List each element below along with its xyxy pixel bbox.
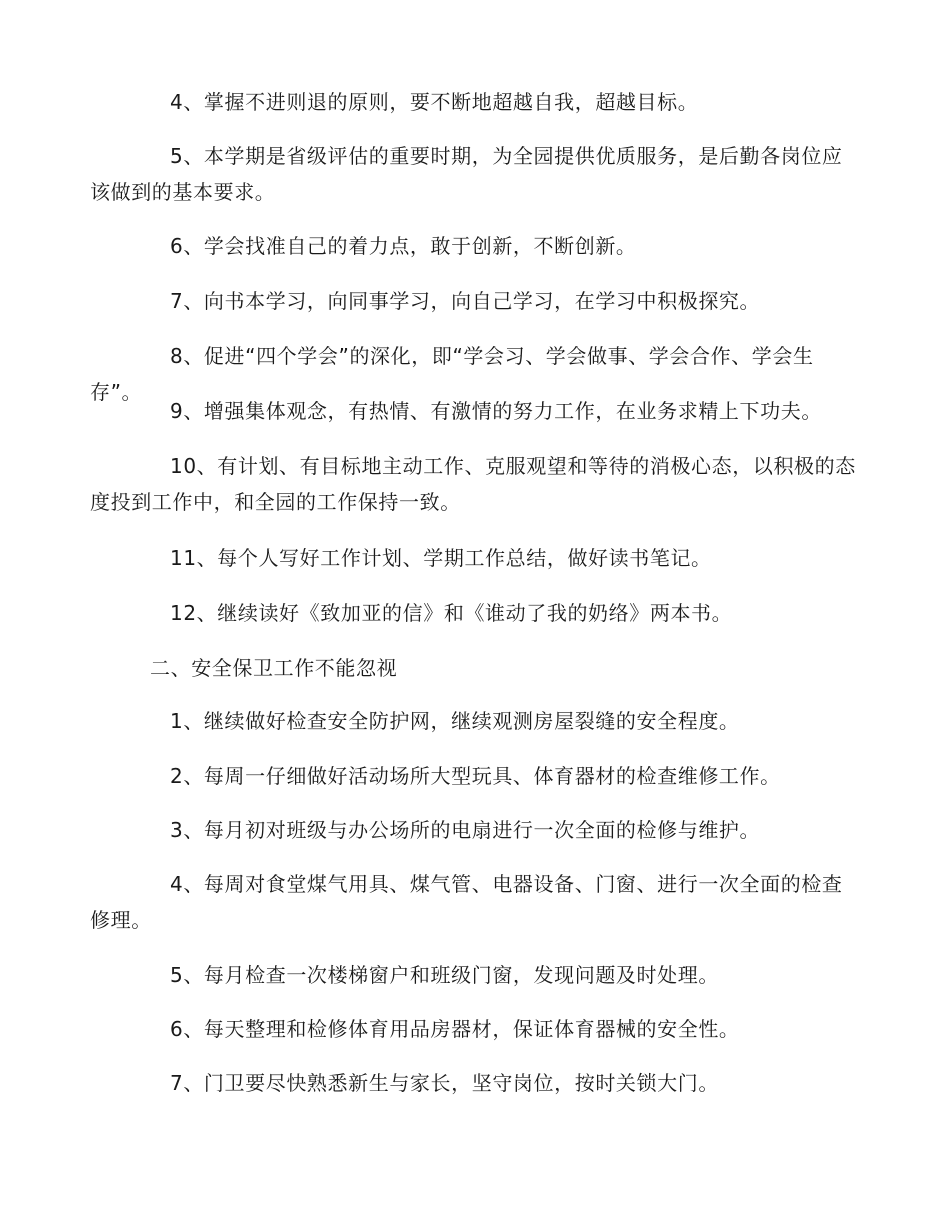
safety-item-3: 3、每月初对班级与办公场所的电扇进行一次全面的检修与维护。 — [170, 818, 761, 842]
paragraph-item-9: 9、增强集体观念，有热情、有激情的努力工作，在业务求精上下功夫。 — [170, 399, 822, 423]
paragraph-item-5: 5、本学期是省级评估的重要时期，为全园提供优质服务，是后勤各岗位应该做到的基本要求。 — [90, 144, 843, 204]
safety-item-1: 1、继续做好检查安全防护网，继续观测房屋裂缝的安全程度。 — [170, 709, 740, 733]
safety-item-2: 2、每周一仔细做好活动场所大型玩具、体育器材的检查维修工作。 — [170, 764, 781, 788]
safety-item-5: 5、每月检查一次楼梯窗户和班级门窗，发现问题及时处理。 — [170, 963, 719, 987]
safety-item-6: 6、每天整理和检修体育用品房器材，保证体育器械的安全性。 — [170, 1017, 740, 1041]
paragraph-item-8: 8、促进“四个学会”的深化，即“学会习、学会做事、学会合作、学会生存”。 — [90, 344, 814, 404]
paragraph-item-4: 4、掌握不进则退的原则，要不断地超越自我，超越目标。 — [170, 90, 699, 114]
paragraph-item-6: 6、学会找准自己的着力点，敢于创新，不断创新。 — [170, 234, 637, 258]
paragraph-item-11: 11、每个人写好工作计划、学期工作总结，做好读书笔记。 — [170, 546, 712, 570]
paragraph-item-12: 12、继续读好《致加亚的信》和《谁动了我的奶络》两本书。 — [170, 601, 733, 625]
paragraph-item-7: 7、向书本学习，向同事学习，向自己学习，在学习中积极探究。 — [170, 289, 761, 313]
section-heading: 二、安全保卫工作不能忽视 — [150, 656, 398, 680]
paragraph-item-10: 10、有计划、有目标地主动工作、克服观望和等待的消极心态，以积极的态度投到工作中，和全园的工作保持一致。 — [90, 454, 856, 514]
safety-item-7: 7、门卫要尽快熟悉新生与家长，坚守岗位，按时关锁大门。 — [170, 1071, 719, 1095]
safety-item-4: 4、每周对食堂煤气用具、煤气管、电器设备、门窗、进行一次全面的检查修理。 — [90, 872, 843, 932]
